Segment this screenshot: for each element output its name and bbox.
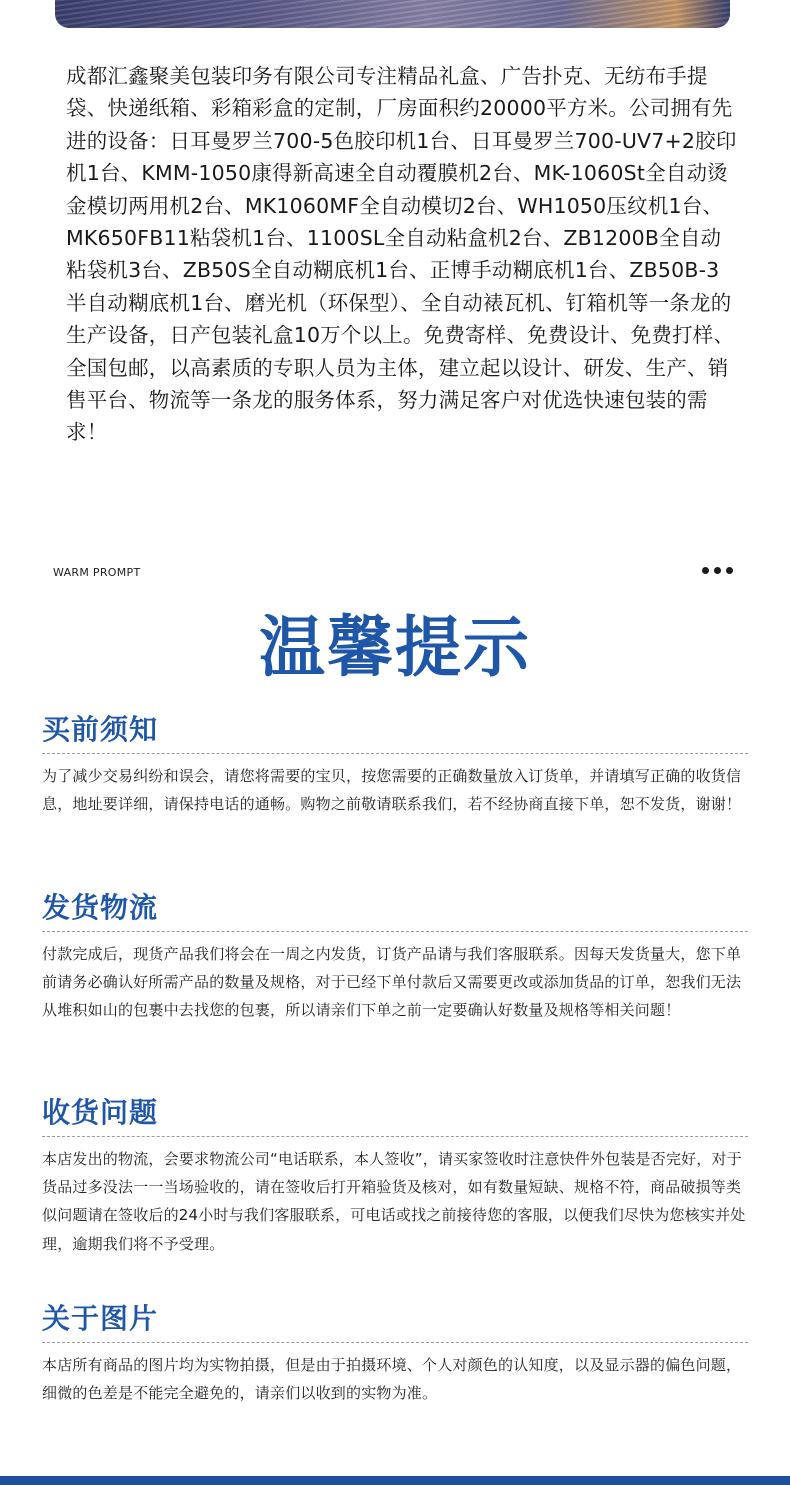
page-title: 温馨提示 xyxy=(259,609,531,686)
section-title: 发货物流 xyxy=(42,891,159,924)
top-banner-image xyxy=(55,0,730,28)
section-body: 为了减少交易纠纷和误会，请您将需要的宝贝，按您需要的正确数量放入订货单，并请填写正确的收货信息，地址要详细，请保持电话的通畅。购物之前敬请联系我们，若不经协商直接下单，恕不发货，谢谢！ xyxy=(42,767,742,814)
more-dots-icon xyxy=(702,567,733,575)
dashed-divider xyxy=(42,1136,748,1137)
section-receiving xyxy=(42,1094,748,1258)
section-before-purchase xyxy=(42,711,748,818)
dashed-divider xyxy=(42,931,748,932)
warm-prompt-label: WARM PROMPT xyxy=(53,566,141,579)
company-intro-text: 成都汇鑫聚美包装印务有限公司专注精品礼盒、广告扑克、无纺布手提袋、快递纸箱、彩箱彩盒的定制，厂房面积约20000平方米。公司拥有先进的设备：日耳曼罗兰700-5色胶印机1台、日耳曼罗兰700-UV7+2胶印机1台、KMM-1050康得新高速全自动覆膜机2台、MK-1060St全自动烫金模切两用机2台、MK1060MF全自动模切2台、WH1050压纹机1台、MK650FB11粘袋机1台、1100SL全自动粘盒机2台、ZB1200B全自动粘袋机3台、ZB50S全自动糊底机1台、正博手动糊底机1台、ZB50B-3半自动糊底机1台、磨光机（环保型）、全自动裱瓦机、钉箱机等一条龙的生产设备，日产包装礼盒10万个以上。免费寄样、免费设计、免费打样、全国包邮，以高素质的专职人员为主体，建立起以设计、研发、生产、销售平台、物流等一条龙的服务体系，努力满足客户对优选快速包装的需求！ xyxy=(66,64,737,445)
dashed-divider xyxy=(42,753,748,754)
section-title: 关于图片 xyxy=(42,1302,159,1335)
banner-wave-pattern xyxy=(55,0,730,28)
dashed-divider xyxy=(42,1342,748,1343)
bottom-bar xyxy=(0,1476,790,1485)
section-body: 本店发出的物流，会要求物流公司“电话联系，本人签收”，请买家签收时注意快件外包装是否完好，对于货品过多没法一一当场验收的，请在签收后打开箱验货及核对，如有数量短缺、规格不符，商品破损等类似问题请在签收后的24小时与我们客服联系，可电话或找之前接待您的客服，以便我们尽快为您核实并处理，逾期我们将不予受理。 xyxy=(42,1150,746,1253)
section-shipping xyxy=(42,889,748,1025)
dot xyxy=(726,567,733,574)
dot xyxy=(714,567,721,574)
section-title: 收货问题 xyxy=(42,1096,159,1129)
dot xyxy=(702,567,709,574)
section-body: 付款完成后，现货产品我们将会在一周之内发货，订货产品请与我们客服联系。因每天发货量大，您下单前请务必确认好所需产品的数量及规格，对于已经下单付款后又需要更改或添加货品的订单，恕我们无法从堆积如山的包裹中去找您的包裹，所以请亲们下单之前一定要确认好数量及规格等相关问题！ xyxy=(42,945,742,1020)
section-about-images xyxy=(42,1300,748,1407)
section-body: 本店所有商品的图片均为实物拍摄，但是由于拍摄环境、个人对颜色的认知度，以及显示器的偏色问题，细微的色差是不能完全避免的，请亲们以收到的实物为准。 xyxy=(42,1356,742,1403)
section-title: 买前须知 xyxy=(42,713,159,746)
